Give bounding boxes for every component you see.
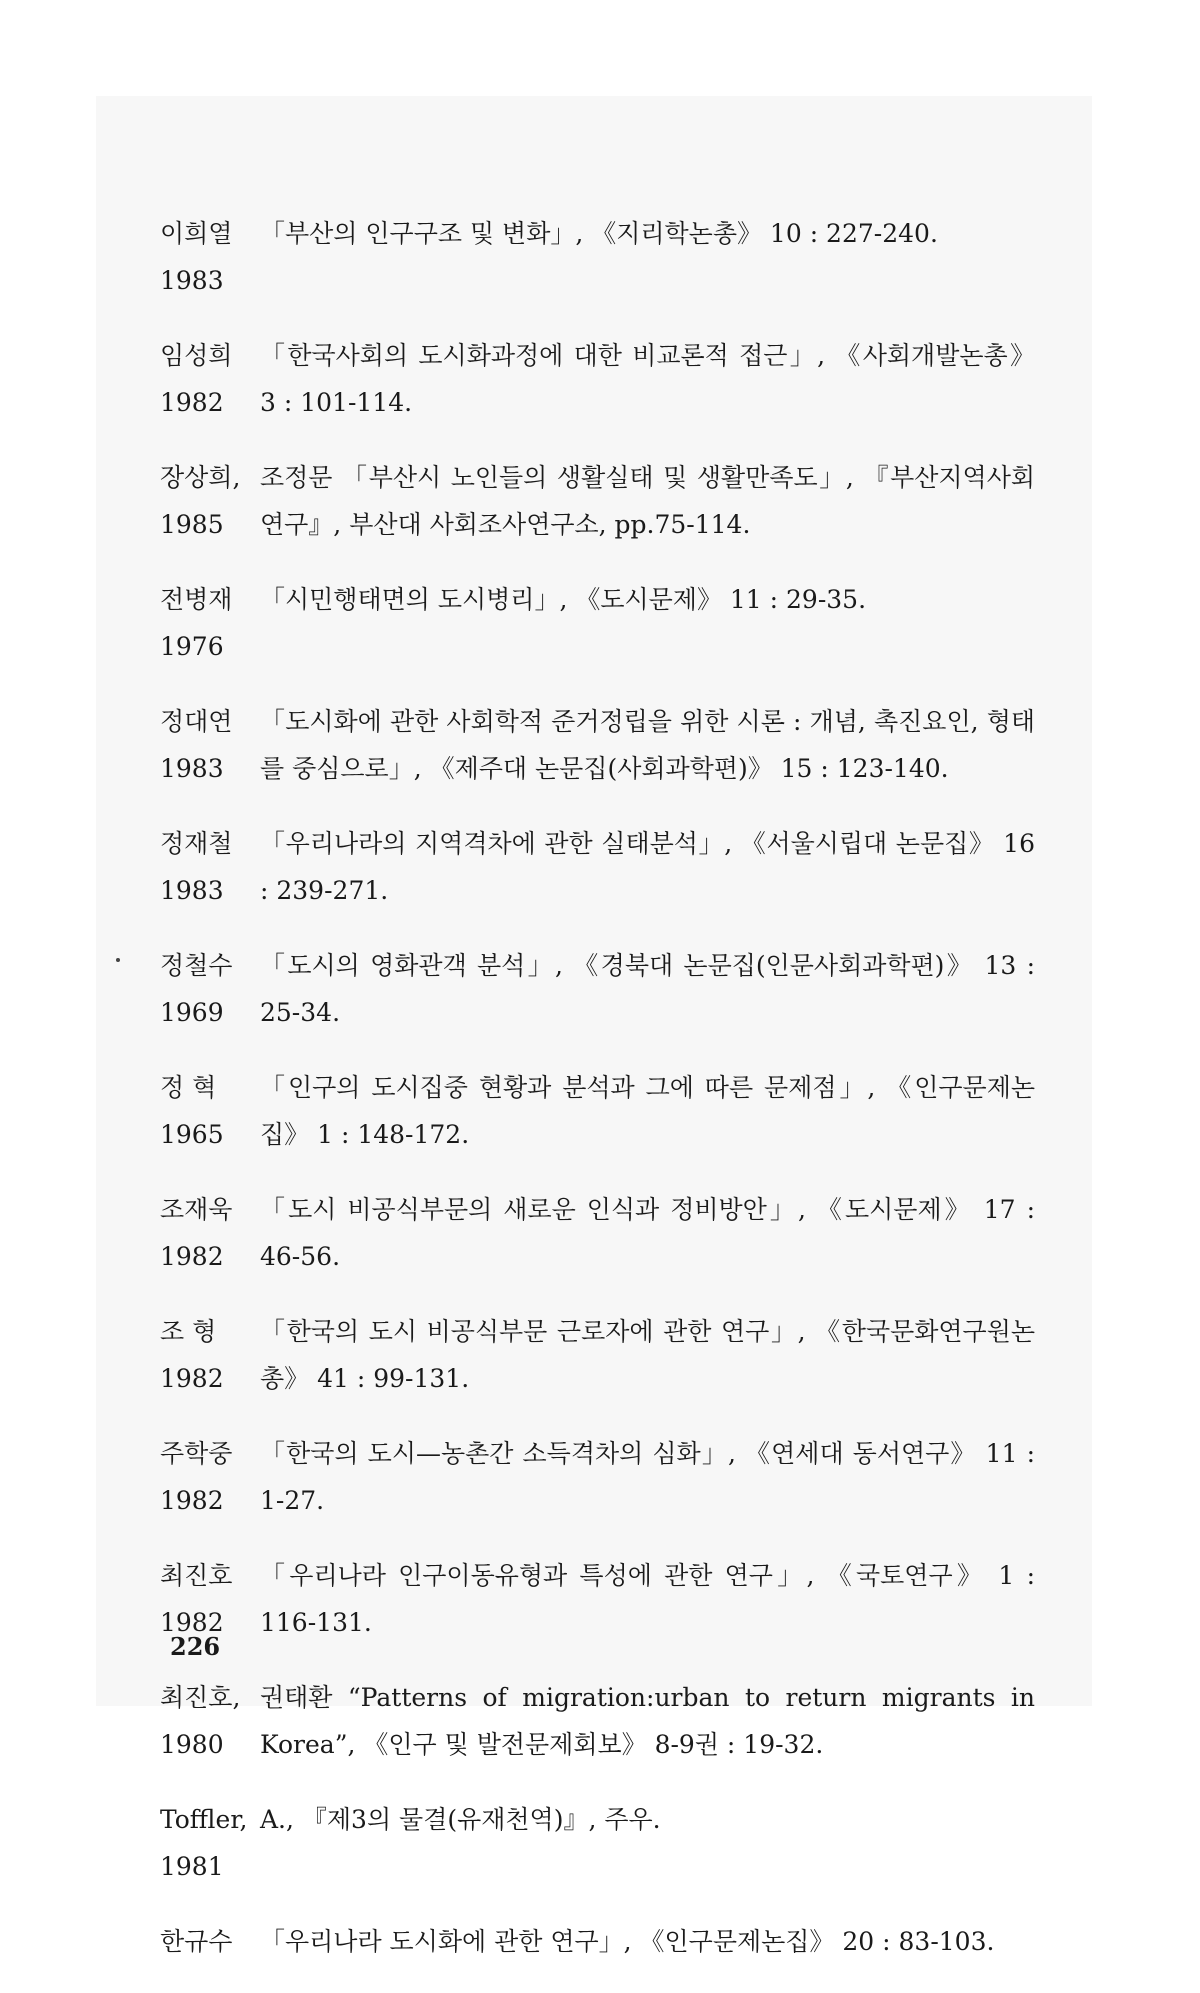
author-name: 한규수 bbox=[160, 1927, 233, 1956]
author-name: 조재욱 bbox=[160, 1195, 233, 1224]
reference-entry bbox=[160, 1918, 1035, 1965]
reference-text: 「도시의 영화관객 분석」, 《경북대 논문집(인문사회과학편)》 13 : 25-34. bbox=[260, 951, 1035, 1027]
reference-text: 「시민행태면의 도시병리」, 《도시문제》 11 : 29-35. bbox=[260, 585, 867, 614]
reference-text: 「우리나라 도시화에 관한 연구」, 《인구문제논집》 20 : 83-103. bbox=[260, 1927, 995, 1956]
author-name: 조 형 bbox=[160, 1317, 217, 1346]
reference-text: 「한국의 도시 비공식부문 근로자에 관한 연구」, 《한국문화연구원논총》 41 : 99-131. bbox=[260, 1317, 1035, 1393]
author-name: 전병재 bbox=[160, 585, 233, 614]
author-name: 정재철 bbox=[160, 829, 233, 858]
reference-entry bbox=[160, 454, 1035, 548]
reference-text: 「한국사회의 도시화과정에 대한 비교론적 접근」, 《사회개발논총》 3 : 101-114. bbox=[260, 341, 1035, 417]
author-name: 정대연 bbox=[160, 707, 233, 736]
publication-year: 1965 bbox=[160, 1120, 224, 1149]
stray-mark bbox=[116, 958, 120, 962]
publication-year: 1980 bbox=[160, 1730, 224, 1759]
reference-text: A., 『제3의 물결(유재천역)』, 주우. bbox=[260, 1805, 661, 1834]
publication-year: 1983 bbox=[160, 876, 224, 905]
reference-entry bbox=[160, 1308, 1035, 1402]
author-name: 장상희, bbox=[160, 463, 241, 492]
reference-entry bbox=[160, 698, 1035, 792]
publication-year: 1982 bbox=[160, 1486, 224, 1515]
author-name: 최진호, bbox=[160, 1683, 241, 1712]
reference-text: 권태환 “Patterns of migration:urban to return migrants in Korea”, 《인구 및 발전문제회보》 8-9권 : 19-32. bbox=[260, 1683, 1035, 1759]
reference-entry bbox=[160, 1064, 1035, 1158]
reference-text: 「한국의 도시—농촌간 소득격차의 심화」, 《연세대 동서연구》 11 : 1-27. bbox=[260, 1439, 1035, 1515]
publication-year: 1983 bbox=[160, 754, 224, 783]
reference-entry bbox=[160, 1552, 1035, 1646]
reference-entry bbox=[160, 576, 1035, 670]
publication-year: 1969 bbox=[160, 998, 224, 1027]
author-name: 주학중 bbox=[160, 1439, 233, 1468]
author-name: 임성희 bbox=[160, 341, 233, 370]
reference-text: 「도시화에 관한 사회학적 준거정립을 위한 시론 : 개념, 촉진요인, 형태를 중심으로」, 《제주대 논문집(사회과학편)》 15 : 123-140. bbox=[260, 707, 1035, 783]
publication-year: 1982 bbox=[160, 1364, 224, 1393]
reference-entry bbox=[160, 1796, 1035, 1890]
reference-list bbox=[160, 210, 1035, 1993]
publication-year: 1985 bbox=[160, 510, 224, 539]
reference-entry bbox=[160, 820, 1035, 914]
author-name: 최진호 bbox=[160, 1561, 233, 1590]
author-name: 정철수 bbox=[160, 951, 233, 980]
reference-entry bbox=[160, 942, 1035, 1036]
publication-year: 1982 bbox=[160, 1242, 224, 1271]
reference-entry bbox=[160, 1430, 1035, 1524]
reference-text: 「부산의 인구구조 및 변화」, 《지리학논총》 10 : 227-240. bbox=[260, 219, 938, 248]
author-name: 이희열 bbox=[160, 219, 233, 248]
reference-text: 조정문 「부산시 노인들의 생활실태 및 생활만족도」, 『부산지역사회연구』, 부산대 사회조사연구소, pp.75-114. bbox=[260, 463, 1035, 539]
publication-year: 1976 bbox=[160, 632, 224, 661]
reference-entry bbox=[160, 332, 1035, 426]
author-name: Toffler, bbox=[160, 1805, 248, 1834]
publication-year: 1982 bbox=[160, 388, 224, 417]
reference-text: 「우리나라 인구이동유형과 특성에 관한 연구」, 《국토연구》 1 : 116-131. bbox=[260, 1561, 1035, 1637]
publication-year: 1983 bbox=[160, 266, 224, 295]
reference-text: 「도시 비공식부문의 새로운 인식과 정비방안」, 《도시문제》 17 : 46-56. bbox=[260, 1195, 1035, 1271]
reference-entry bbox=[160, 1186, 1035, 1280]
publication-year: 1982 bbox=[160, 1608, 224, 1637]
publication-year: 1981 bbox=[160, 1852, 224, 1881]
page-number: 226 bbox=[170, 1632, 221, 1661]
author-name: 정 혁 bbox=[160, 1073, 217, 1102]
reference-text: 「인구의 도시집중 현황과 분석과 그에 따른 문제점」, 《인구문제논집》 1 : 148-172. bbox=[260, 1073, 1035, 1149]
reference-entry bbox=[160, 210, 1035, 304]
reference-entry bbox=[160, 1674, 1035, 1768]
reference-text: 「우리나라의 지역격차에 관한 실태분석」, 《서울시립대 논문집》 16 : 239-271. bbox=[260, 829, 1035, 905]
